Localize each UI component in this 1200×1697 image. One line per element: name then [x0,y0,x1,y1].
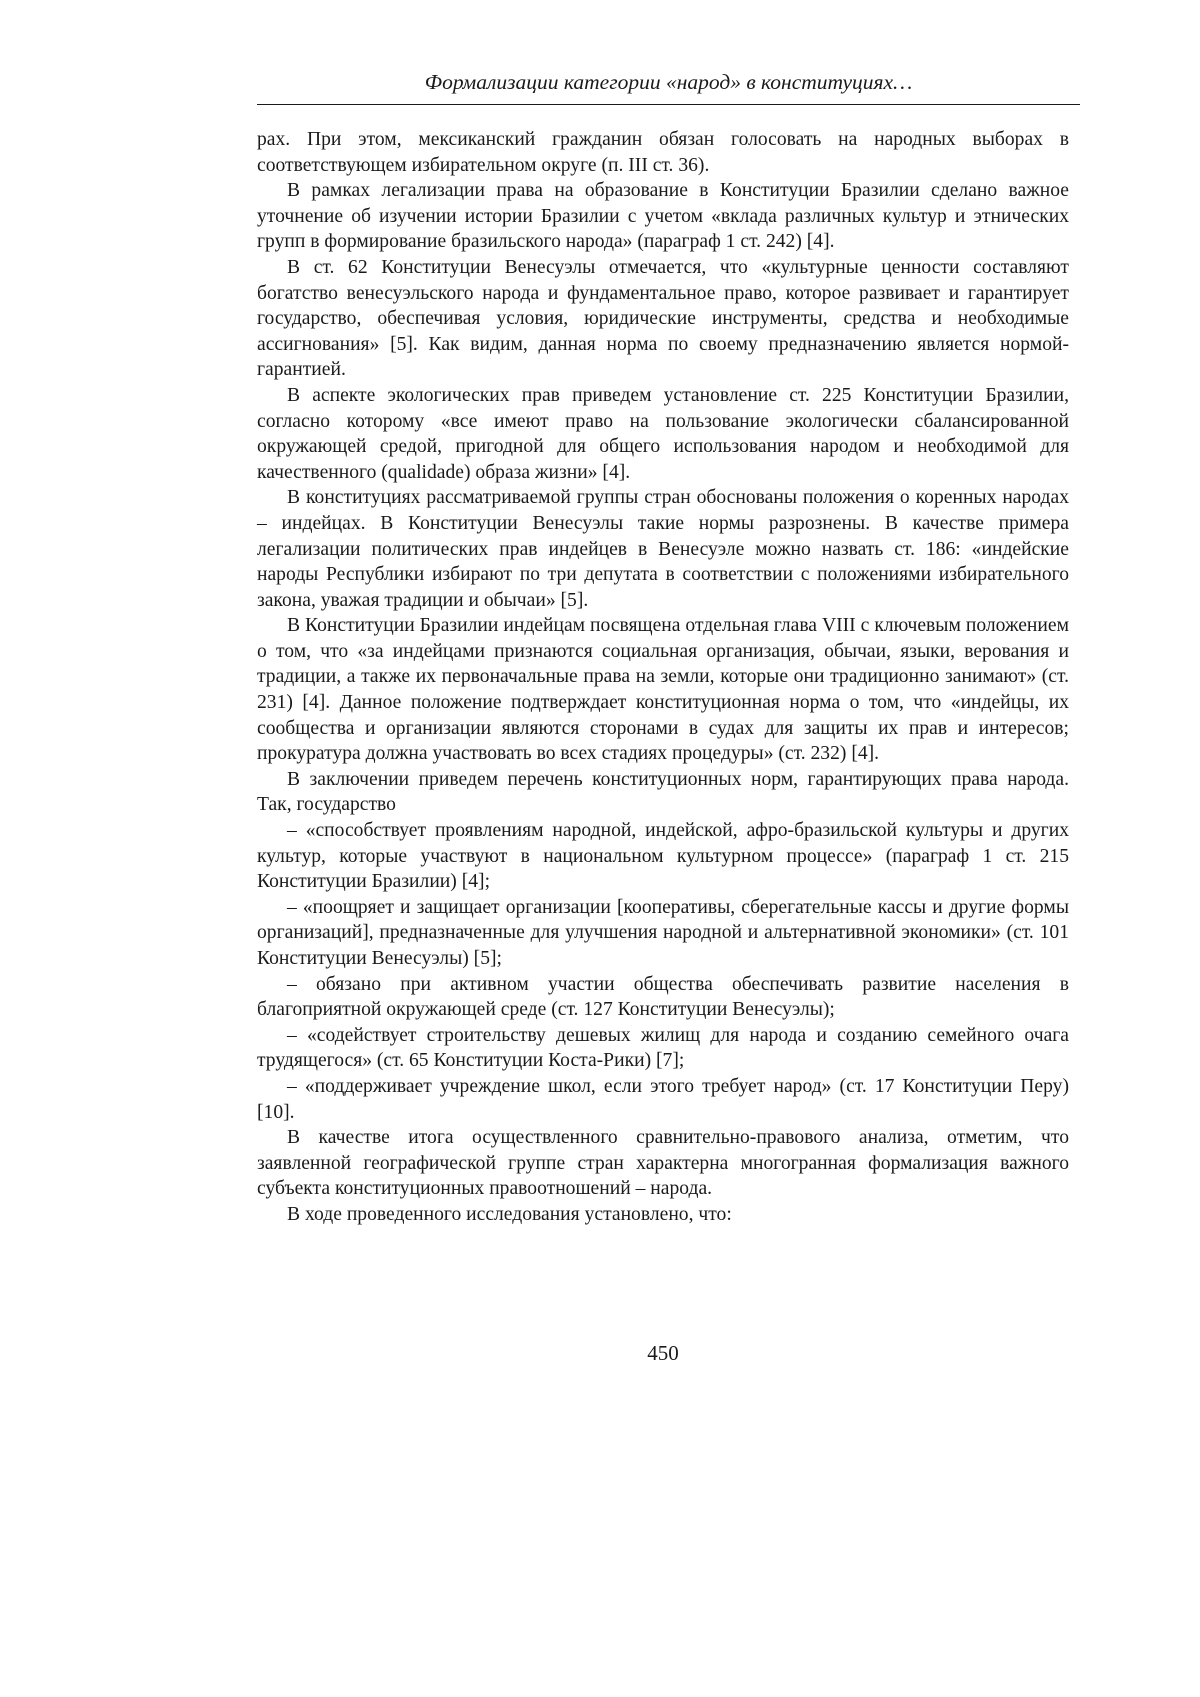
paragraph: В рамках легализации права на образование в Конституции Бразилии сделано важное уточнение об изучении истории Бразилии с учетом «вклада различных культур и этнических групп в формирование бразильского народа» (параграф 1 ст. 242) [4]. [257,180,1069,253]
paragraph: В конституциях рассматриваемой группы стран обоснованы положения о коренных народах – индейцах. В Конституции Венесуэлы такие нормы разрознены. В качестве примера легализации политических прав индейцев в Венесуэле можно назвать ст. 186: «индейские народы Республики избирают по три депутата в соответствии с положениями избирательного закона, уважая традиции и обычаи» [5]. [257,487,1069,611]
paragraph: В Конституции Бразилии индейцам посвящена отдельная глава VIII с ключевым положением о том, что «за индейцами признаются социальная организация, обычаи, языки, верования и традиции, а также их первоначальные права на земли, которые они традиционно занимают» (ст. 231) [4]. Данное положение подтверждает конституционная норма о том, что «индейцы, их сообщества и организации являются сторонами в судах для защиты их прав и интересов; прокуратура должна участвовать во всех стадиях процедуры» (ст. 232) [4]. [257,615,1069,765]
paragraph: В заключении приведем перечень конституционных норм, гарантирующих права народа. Так, государство [257,768,1069,816]
paragraph: В ст. 62 Конституции Венесуэлы отмечается, что «культурные ценности составляют богатство венесуэльского народа и фундаментальное право, которое развивает и гарантирует государство, обеспечивая условия, юридические инструменты, средства и необходимые ассигнования» [5]. Как видим, данная норма по своему предназначению является нормой-гарантией. [257,256,1069,381]
paragraph: рах. При этом, мексиканский гражданин обязан голосовать на народных выборах в соответствующем избирательном округе (п. III ст. 36). [257,129,1069,176]
list-item: – обязано при активном участии общества обеспечивать развитие населения в благоприятной окружающей среде (ст. 127 Конституции Венесуэлы); [257,973,1069,1021]
running-header: Формализации категории «народ» в конституциях… [424,70,913,94]
paragraph: В аспекте экологических прав приведем установление ст. 225 Конституции Бразилии, согласно которому «все имеют право на пользование экологически сбалансированной окружающей средой, пригодной для общего использования народом и необходимой для качественного (qualidade) образа жизни» [4]. [257,384,1069,483]
list-item: – «способствует проявлениям народной, индейской, афро-бразильской культуры и других культур, которые участвуют в национальном культурном процессе» (параграф 1 ст. 215 Конституции Бразилии) [4]; [257,820,1069,893]
list-item: – «поддерживает учреждение школ, если этого требует народ» (ст. 17 Конституции Перу) [10]. [257,1075,1069,1123]
list-item: – «поощряет и защищает организации [кооперативы, сберегательные кассы и другие формы организаций], предназначенные для улучшения народной и альтернативной экономики» (ст. 101 Конституции Венесуэлы) [5]; [257,896,1069,969]
body-text [257,127,1069,1228]
list-item: – «содействует строительству дешевых жилищ для народа и созданию семейного очага трудящегося» (ст. 65 Конституции Коста-Рики) [7]; [257,1024,1069,1072]
header-divider [257,104,1080,105]
paragraph: В ходе проведенного исследования установлено, что: [287,1203,732,1225]
page-number: 450 [647,1341,679,1365]
paragraph: В качестве итога осуществленного сравнительно-правового анализа, отметим, что заявленной географической группе стран характерна многогранная формализация важного субъекта конституционных правоотношений – народа. [257,1127,1069,1200]
